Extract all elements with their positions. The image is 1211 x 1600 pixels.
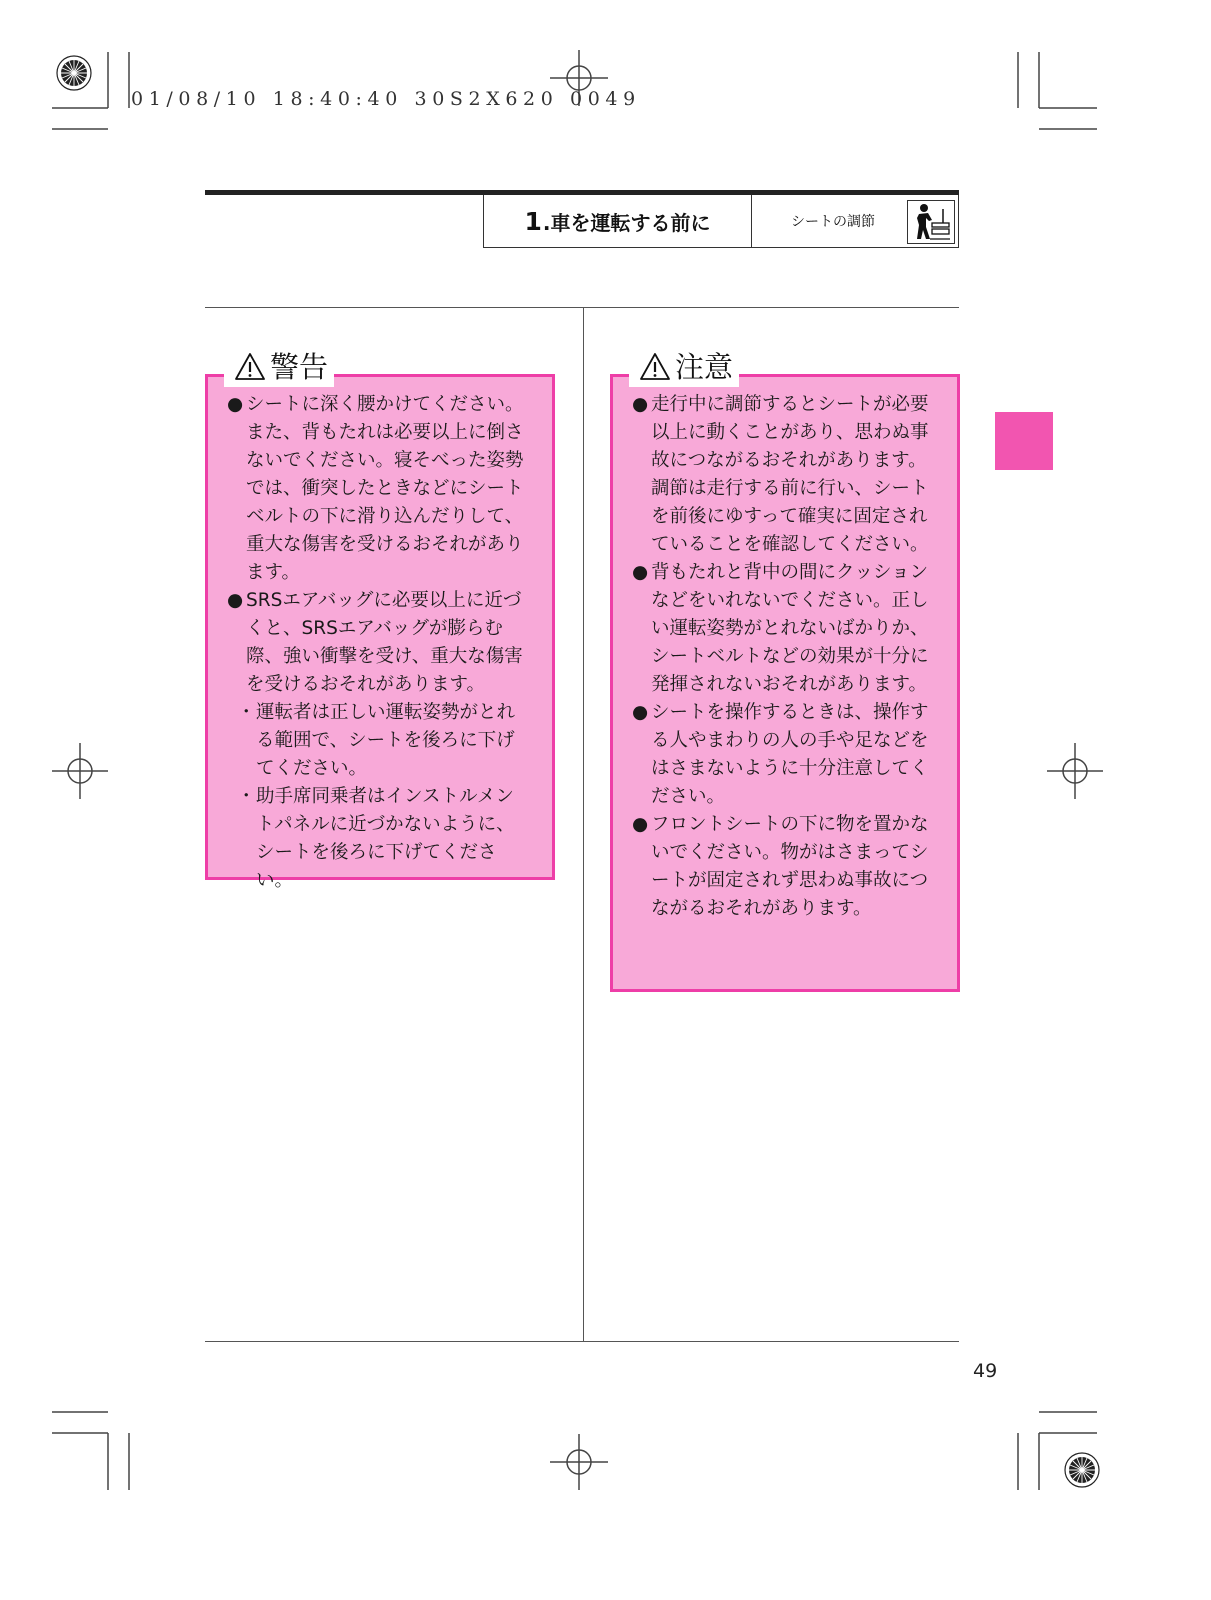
warning-item-text: SRSエアバッグに必要以上に近づくと、SRSエアバッグが膨らむ際、強い衝撃を受け、重大な傷害を受けるおそれがあります。 (246, 590, 523, 695)
warning-triangle-icon (234, 352, 266, 382)
warning-subitem-text: 運転者は正しい運転姿勢がとれる範囲で、シートを後ろに下げてください。 (256, 702, 516, 779)
bullet-icon: ● (632, 814, 649, 835)
caution-item (634, 811, 936, 923)
caution-item (634, 391, 936, 559)
caution-body (634, 391, 936, 923)
chapter-title-text: .車を運転する前に (542, 210, 711, 235)
chapter-header (483, 195, 959, 248)
warning-subitem (237, 699, 531, 783)
chapter-title (484, 195, 752, 247)
chapter-number: 1 (524, 206, 542, 236)
warning-triangle-icon (639, 352, 671, 382)
caution-box (610, 350, 960, 992)
person-adjusting-seat-icon (907, 200, 955, 244)
caution-title-text: 注意 (675, 350, 734, 384)
warning-title-text: 警告 (270, 350, 329, 384)
caution-item (634, 559, 936, 699)
top-rule (205, 307, 959, 308)
warning-title (224, 347, 334, 387)
bullet-icon: ● (632, 394, 649, 415)
registration-starburst-icon (56, 55, 92, 91)
section-title: シートの調節 (791, 214, 875, 230)
bullet-icon: ● (227, 590, 244, 611)
bottom-rule (205, 1341, 959, 1342)
warning-box (205, 350, 555, 891)
warning-item-text: シートに深く腰かけてください。また、背もたれは必要以上に倒さないでください。寝そべった姿勢では、衝突したときなどにシートベルトの下に滑り込んだりして、重大な傷害を受けるおそれがあります。 (246, 394, 524, 583)
caution-item-text: 背もたれと背中の間にクッションなどをいれないでください。正しい運転姿勢がとれないばかりか、シートベルトなどの効果が十分に発揮されないおそれがあります。 (651, 562, 929, 695)
caution-item-text: 走行中に調節するとシートが必要以上に動くことがあり、思わぬ事故につながるおそれがあります。調節は走行する前に行い、シートを前後にゆすって確実に固定されていることを確認してください。 (651, 394, 929, 555)
column-divider (583, 307, 584, 1342)
warning-body (229, 391, 531, 895)
subbullet-icon: ・ (237, 786, 256, 807)
bullet-icon: ● (632, 562, 649, 583)
warning-subitem (237, 783, 531, 895)
bullet-icon: ● (632, 702, 649, 723)
chapter-tab-marker (995, 412, 1053, 470)
warning-item (229, 587, 531, 699)
warning-item (229, 391, 531, 587)
caution-item-text: シートを操作するときは、操作する人やまわりの人の手や足などをはさまないように十分注意してください。 (651, 702, 929, 807)
print-stamp: 01/08/10 18:40:40 30S2X620 0049 (131, 88, 641, 110)
registration-starburst-icon (1064, 1452, 1100, 1488)
warning-subitem-text: 助手席同乗者はインストルメントパネルに近づかないように、シートを後ろに下げてください。 (256, 786, 515, 891)
bullet-icon: ● (227, 394, 244, 415)
page-number: 49 (973, 1360, 998, 1382)
caution-item (634, 699, 936, 811)
caution-item-text: フロントシートの下に物を置かないでください。物がはさまってシートが固定されず思わぬ事故につながるおそれがあります。 (651, 814, 929, 919)
caution-title (629, 347, 739, 387)
subbullet-icon: ・ (237, 702, 256, 723)
